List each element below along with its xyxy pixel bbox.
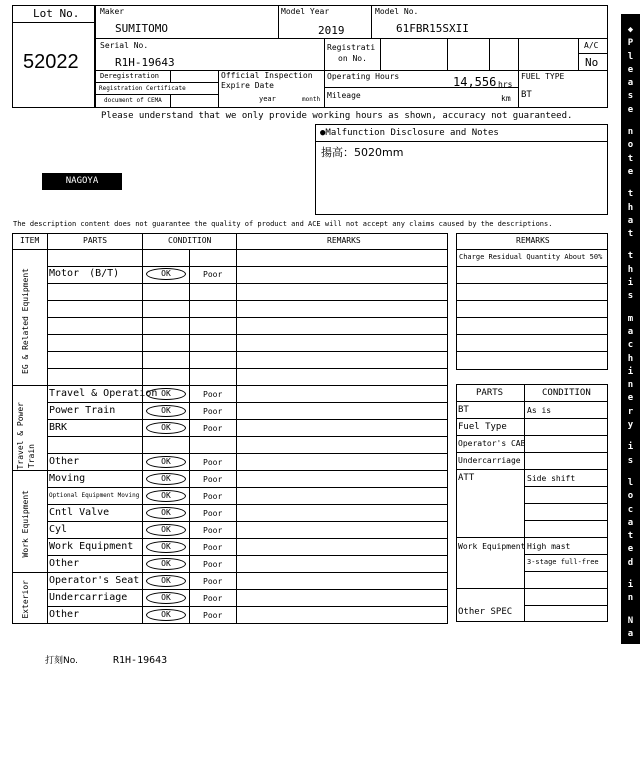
condition-ok-marker[interactable]: OK [146,575,186,587]
parts-spec-work-condition-1: High mast [527,542,571,551]
table-row-line [47,419,448,420]
header-remarks: REMARKS [327,236,361,245]
side-note-char: a [627,215,634,226]
disclaimer: The description content does not guarantee the quality of product and ACE will not accept any claims caused by the descriptions. [13,220,553,228]
condition-ok-marker[interactable]: OK [146,541,186,553]
side-note-char: N [627,615,634,626]
side-note-char: s [627,291,634,302]
condition-poor[interactable]: Poor [203,475,223,484]
part-power-train: Power Train [49,405,116,416]
side-note-char: i [627,366,634,377]
part-undercarriage: Undercarriage [49,592,128,603]
parts-spec-row-line [456,469,608,470]
ac-value: No [585,56,599,69]
side-note-text [621,14,640,772]
parts-spec-other-spec: Other SPEC [458,607,513,617]
side-note-char: t [627,189,634,200]
remarks-row-line [456,334,608,335]
table-row-line [47,555,448,556]
year-label: year [259,95,276,103]
part-travel-other: Other [49,456,80,467]
side-note-char: t [627,153,634,164]
side-note-char: n [627,380,634,391]
footer-label: 打刻No. [45,656,78,666]
condition-ok-marker[interactable]: OK [146,524,186,536]
condition-poor[interactable]: Poor [203,458,223,467]
side-note-char: t [627,531,634,542]
header-col-line [218,70,219,108]
parts-spec-undercarriage: Undercarriage [458,456,521,465]
table-col-line [47,233,48,624]
registration-label-2: on No. [338,54,367,63]
group-divider [12,470,448,471]
part-work-other: Other [49,558,80,569]
footer-value: R1H-19643 [113,655,168,666]
table-row-line [47,351,448,352]
condition-poor[interactable]: Poor [203,594,223,603]
condition-poor[interactable]: Poor [203,543,223,552]
side-note-char: e [627,393,634,404]
header-col-line [170,70,171,82]
deregistration-label: Deregistration [100,72,160,80]
condition-ok-marker[interactable]: OK [146,405,186,417]
side-note-char: ◆ [627,757,634,768]
condition-poor[interactable]: Poor [203,492,223,501]
condition-ok-marker[interactable]: OK [146,456,186,468]
malfunction-text: 揚高：5020mm [321,146,404,159]
condition-poor[interactable]: Poor [203,611,223,620]
maker-value: SUMITOMO [115,22,168,35]
serial-value: R1H-19643 [115,56,175,69]
part-motor: Motor (B/T) [49,268,120,279]
side-note-char [621,696,640,705]
model-no-label: Model No. [375,7,419,16]
header-condition: CONDITION [168,236,212,245]
parts-spec-row-line [456,435,608,436]
condition-ok-marker[interactable]: OK [146,388,186,400]
header-row-line [95,94,218,95]
parts-spec-header-parts: PARTS [476,388,504,398]
remarks-row-line [456,249,608,250]
side-note-char: e [627,104,634,115]
side-note-char: e [627,166,634,177]
hours-notice: Please understand that we only provide working hours as shown, accuracy not guaranteed. [101,111,573,121]
malfunction-divider [315,141,608,142]
fuel-type-label: FUEL TYPE [521,72,565,81]
mileage-label: Mileage [327,91,361,100]
lot-number: 52022 [23,51,79,73]
parts-spec-fuel-type: Fuel Type [458,422,507,432]
table-col-line [236,233,237,624]
condition-poor[interactable]: Poor [203,509,223,518]
part-cyl: Cyl [49,524,68,535]
fuel-type-value: BT [521,90,532,100]
condition-poor[interactable]: Poor [203,577,223,586]
header-row-line [95,38,608,39]
side-note-char: d [627,744,634,755]
table-row-line [47,504,448,505]
side-note-char: y [627,420,634,431]
side-note-char: e [627,64,634,75]
registration-cert-label: Registration Certificate [99,85,186,92]
header-col-line [371,5,372,38]
group-label-travel-line1: Travel & Power [16,402,25,470]
parts-spec-att-condition: Side shift [527,474,576,483]
condition-poor[interactable]: Poor [203,270,223,279]
condition-poor[interactable]: Poor [203,390,223,399]
table-col-line [142,233,143,624]
side-note-char: o [627,491,634,502]
condition-ok-marker[interactable]: OK [146,558,186,570]
side-note-char: t [627,251,634,262]
condition-ok-marker[interactable]: OK [146,490,186,502]
condition-poor[interactable]: Poor [203,560,223,569]
remarks-row-line [456,283,608,284]
side-note-char: i [627,579,634,590]
remarks-row-line [456,266,608,267]
mileage-unit: km [501,94,511,103]
operating-hours-value: 14,556 [453,75,497,89]
group-divider [12,385,448,386]
header-parts: PARTS [83,236,108,245]
parts-spec-bt: BT [458,405,469,415]
side-note-char: a [627,326,634,337]
part-moving: Moving [49,473,86,484]
side-note-char: P [627,38,634,49]
table-row-line [47,334,448,335]
parts-spec-row-line [456,537,608,538]
parts-spec-bt-condition: As is [527,406,552,415]
condition-ok-marker[interactable]: OK [146,507,186,519]
group-label-travel-line2: Train [27,444,36,469]
side-note-char: m [627,313,634,324]
table-header-line [12,249,448,250]
part-exterior-other: Other [49,609,80,620]
parts-spec-work-condition-2: 3-stage full-free [527,558,599,566]
condition-ok-marker[interactable]: OK [146,592,186,604]
table-row-line [47,368,448,369]
side-note-char: r [627,406,634,417]
group-label-exterior: Exterior [21,580,30,619]
header-row-line [95,70,608,71]
inspection-label-2: Expire Date [221,81,274,90]
side-note-char: h [627,353,634,364]
lot-divider [12,22,95,23]
parts-spec-row-line [524,486,608,487]
side-note-char: ◆ [627,25,634,35]
side-note-char: y [627,668,634,679]
table-row-line [47,402,448,403]
group-label-eg: EG & Related Equipment [21,268,30,374]
side-note-char: Y [627,704,634,715]
part-operator-seat: Operator's Seat [49,575,140,586]
header-item: ITEM [20,236,40,245]
parts-spec-operator-cab: Operator's CAB [458,439,526,448]
header-col-line [447,38,448,70]
side-note-char: a [627,517,634,528]
table-row-line [47,606,448,607]
table-row-line [47,283,448,284]
model-no-value: 61FBR15SXII [396,22,469,35]
registration-label-1: Registrati [327,43,376,52]
side-note-char: l [627,477,634,488]
group-divider [12,572,448,573]
side-note-char: n [627,593,634,604]
remarks-header: REMARKS [516,236,550,245]
side-note-char: t [627,229,634,240]
maker-label: Maker [100,7,125,16]
parts-spec-row-line [456,401,608,402]
model-year-value: 2019 [318,24,345,37]
side-note-char: a [627,628,634,639]
header-col-line [518,38,519,108]
cema-label: document of CEMA [104,97,162,104]
table-row-line [47,453,448,454]
location-badge: NAGOYA [42,173,122,190]
part-brk: BRK [49,422,68,433]
operating-hours-label: Operating Hours [327,72,400,81]
part-work-equipment: Work Equipment [49,541,134,552]
month-label: month [302,96,321,103]
header-col-line [324,38,325,108]
parts-spec-row-line [456,452,608,453]
parts-spec-att: ATT [458,473,475,483]
header-col-line [380,38,381,70]
side-note-char: h [627,264,634,275]
model-year-label: Model Year [281,7,330,16]
table-row-line [47,589,448,590]
condition-poor[interactable]: Poor [203,526,223,535]
side-note-char: d [627,557,634,568]
side-note-char: s [627,455,634,466]
part-travel-operation: Travel & Operation [49,388,158,399]
parts-spec-row-line [524,520,608,521]
side-note-char: e [627,544,634,555]
parts-spec-header-condition: CONDITION [542,388,591,398]
parts-spec-work-equipment: Work Equipment [458,542,526,551]
table-row-line [47,266,448,267]
parts-spec-row-line [456,588,608,589]
condition-poor[interactable]: Poor [203,424,223,433]
parts-spec-row-line [524,554,608,555]
part-cntl-valve: Cntl Valve [49,507,110,518]
side-note-char: s [627,91,634,102]
side-note-char: o [627,655,634,666]
condition-ok-marker[interactable]: OK [146,609,186,621]
remarks-row-line [456,351,608,352]
serial-label: Serial No. [100,41,149,50]
header-col-line [170,94,171,108]
side-note-char: r [627,730,634,741]
part-optional-moving: Optional Equipment Moving [49,492,140,499]
remarks-row-line [456,300,608,301]
side-note-char: c [627,504,634,515]
table-row-line [47,300,448,301]
header-col-line [278,5,279,38]
parts-spec-row-line [524,503,608,504]
condition-ok-marker[interactable]: OK [146,268,186,280]
side-note-char: i [627,442,634,453]
malfunction-title: ●Malfunction Disclosure and Notes [320,128,499,138]
parts-spec-row-line [456,418,608,419]
side-note-char: g [627,642,634,653]
inspection-label-1: Official Inspection [221,71,313,80]
condition-ok-marker[interactable]: OK [146,422,186,434]
lot-label: Lot No. [33,7,80,20]
header-row-line [578,53,608,54]
side-note-char: a [627,78,634,89]
header-row-line [95,82,218,83]
side-note-char: c [627,340,634,351]
side-note-char: l [627,51,634,62]
side-note-char: o [627,140,634,151]
side-note-char: n [627,127,634,138]
parts-spec-row-line [524,605,608,606]
header-col-line [578,38,579,70]
group-label-work: Work Equipment [21,490,30,558]
condition-ok-marker[interactable]: OK [146,473,186,485]
table-row-line [47,436,448,437]
table-row-line [47,317,448,318]
hours-unit: hrs [498,80,513,89]
side-note-char: a [627,717,634,728]
table-row-line [47,538,448,539]
condition-poor[interactable]: Poor [203,407,223,416]
side-note-strip [621,14,640,768]
remarks-row-line [456,317,608,318]
parts-spec-row-line [524,571,608,572]
side-note-char: h [627,202,634,213]
table-row-line [47,521,448,522]
table-row-line [47,487,448,488]
side-note-char: i [627,278,634,289]
ac-label: A/C [584,41,599,50]
header-col-line [489,38,490,70]
side-note-char: a [627,682,634,693]
remarks-first-row: Charge Residual Quantity About 50% [459,253,603,261]
